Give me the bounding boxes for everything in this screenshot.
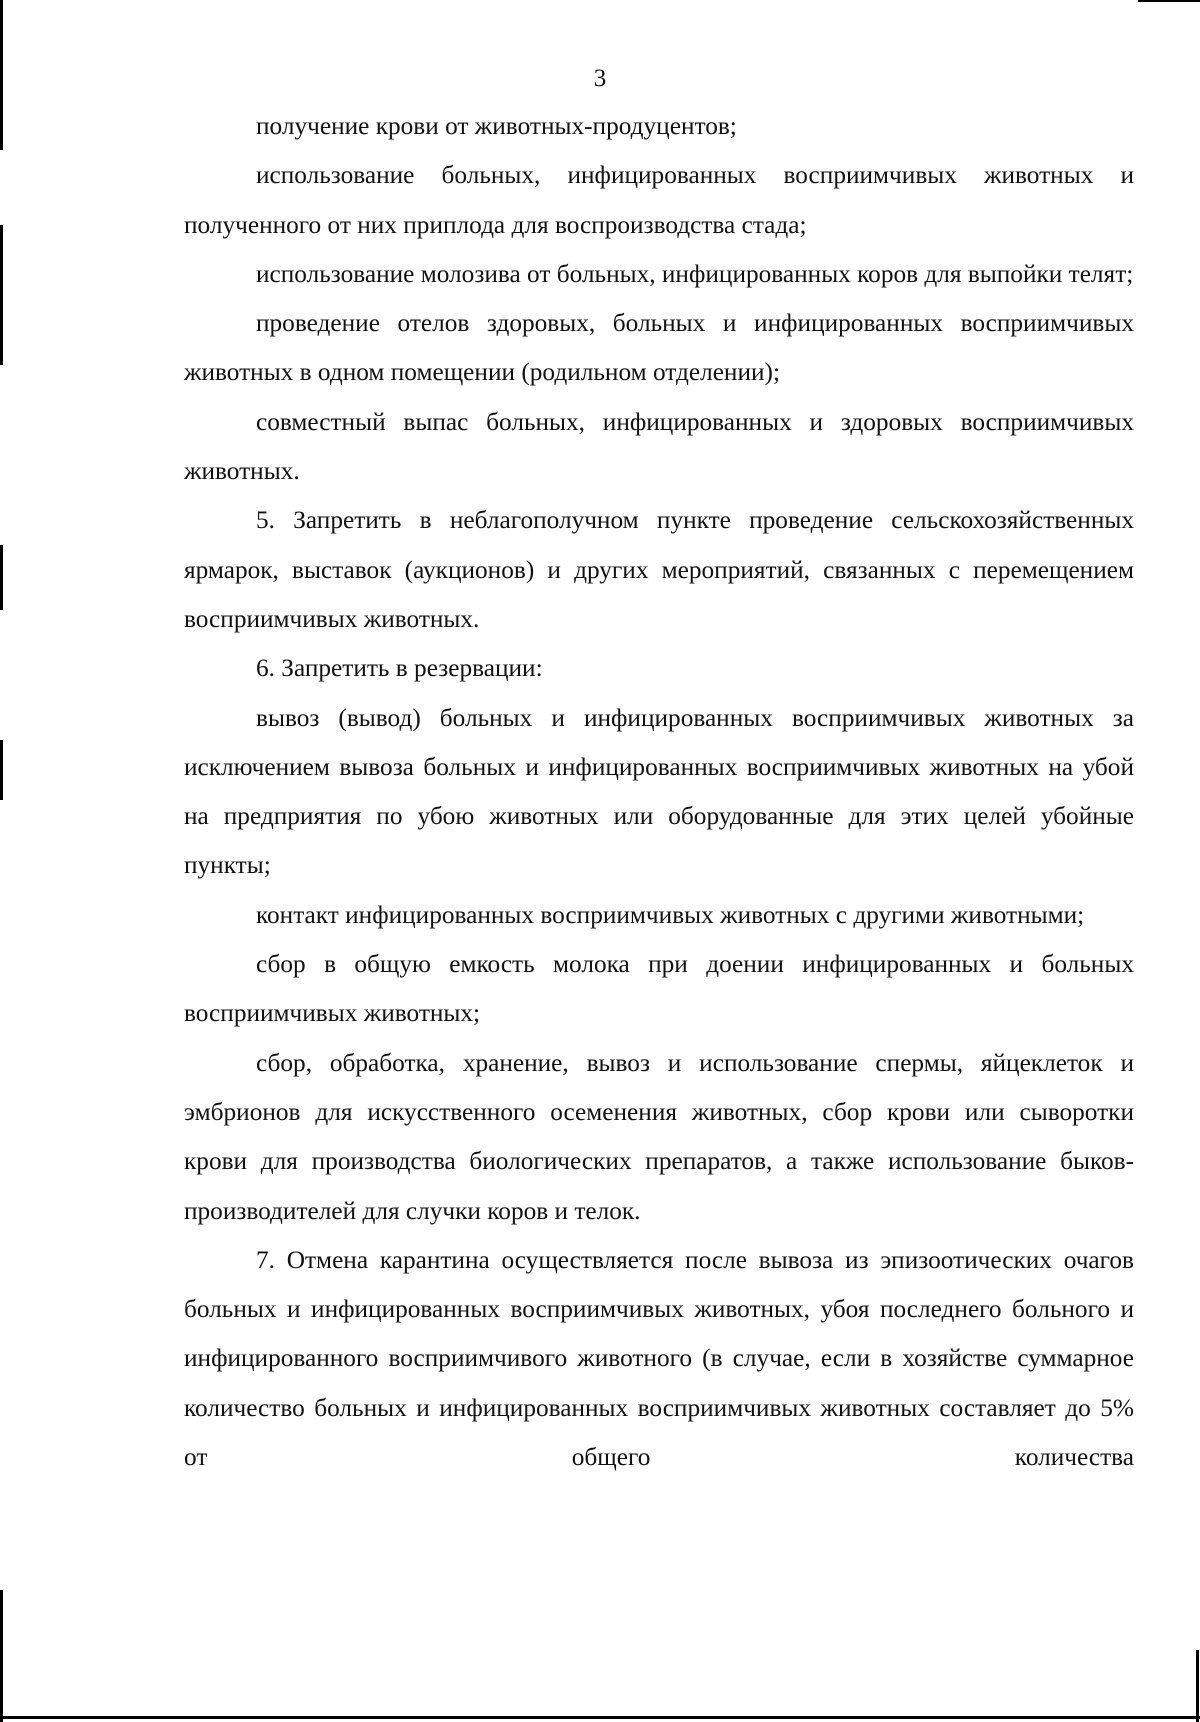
paragraph: совместный выпас больных, инфицированных и здоровых восприимчивых животных.: [184, 407, 1134, 486]
scan-edge-mark: [0, 740, 3, 800]
paragraph: сбор в общую емкость молока при доении инфицированных и больных восприимчивых животных;: [184, 950, 1134, 1028]
paragraph: 6. Запретить в резервации:: [256, 654, 543, 683]
paragraph: вывоз (вывод) больных и инфицированных восприимчивых животных за исключением вывоза больных и инфицированных восприимчивых животных на убой на предприятия по убою животных или оборудованные для этих целей убойные пункты;: [184, 703, 1134, 880]
paragraph: получение крови от животных-продуцентов;: [256, 112, 737, 140]
scan-edge-mark: [1196, 1650, 1199, 1722]
paragraph: сбор, обработка, хранение, вывоз и использование спермы, яйцеклеток и эмбрионов для искусственного осеменения животных, сбор крови или сыворотки крови для производства биологических препаратов, а также использование быков-производителей для случки коров и телок.: [184, 1048, 1134, 1225]
scan-edge-mark: [0, 1590, 3, 1722]
paragraph: контакт инфицированных восприимчивых животных с другими животными;: [256, 900, 1085, 929]
scan-edge-mark: [0, 545, 3, 610]
page-number: 3: [593, 65, 607, 92]
scan-edge-mark: [0, 1716, 1200, 1719]
paragraph: использование больных, инфицированных восприимчивых животных и полученного от них приплода для воспроизводства стада;: [184, 161, 1134, 239]
paragraph: 7. Отмена карантина осуществляется после вывоза из эпизоотических очагов больных и инфицированных восприимчивых животных, убоя последнего больного и инфицированного восприимчивого животного (в случае, если в хозяйстве суммарное количество больных и инфицированных восприимчивых животных составляет до 5% от общего количества: [184, 1245, 1134, 1472]
scan-edge-mark: [1138, 0, 1200, 2]
paragraph: использование молозива от больных, инфицированных коров для выпойки телят;: [256, 259, 1134, 288]
paragraph: 5. Запретить в неблагополучном пункте проведение сельскохозяйственных ярмарок, выставок (аукционов) и других мероприятий, связанных с перемещением восприимчивых животных.: [184, 506, 1134, 633]
paragraph: проведение отелов здоровых, больных и инфицированных восприимчивых животных в одном помещении (родильном отделении);: [184, 309, 1134, 387]
scan-edge-mark: [0, 225, 3, 365]
document-body: [184, 102, 1134, 1482]
